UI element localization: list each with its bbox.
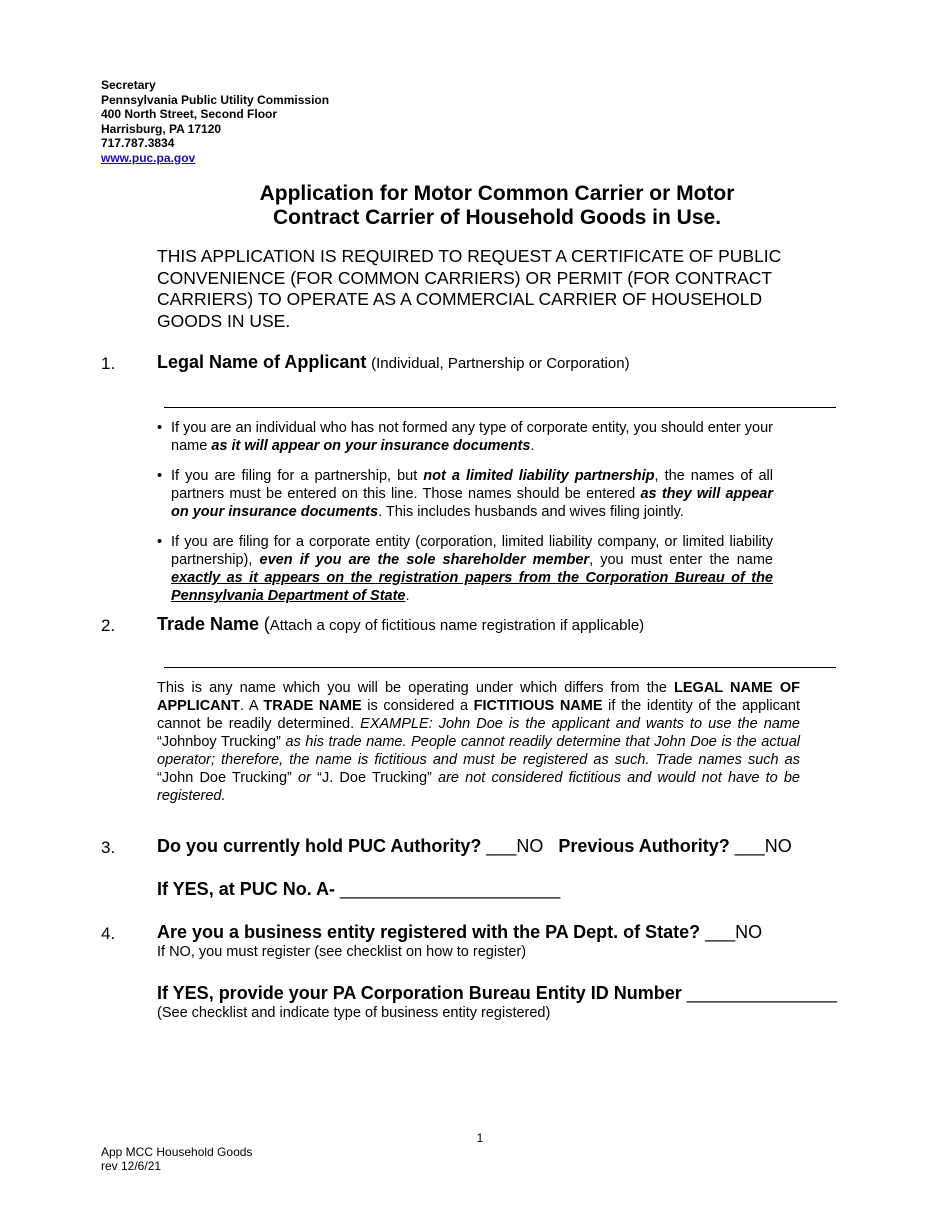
footer: [101, 1145, 252, 1173]
section-number: 1.: [101, 354, 116, 373]
revision-date: rev 12/6/21: [101, 1159, 162, 1173]
section-label: Legal Name of Applicant: [157, 352, 367, 372]
previous-authority-answer[interactable]: ___NO: [729, 836, 792, 856]
intro-text: THIS APPLICATION IS REQUIRED TO REQUEST A CERTIFICATE OF PUBLIC CONVENIENCE (FOR COMMON CARRIERS) OR PERMIT (FOR CONTRACT CARRIERS) TO OPERATE AS A COMMERCIAL CARRIER OF HOUSEHOLD GOODS IN USE.: [157, 246, 782, 331]
entity-id-note: (See checklist and indicate type of business entity registered): [157, 1005, 551, 1021]
page-title: [157, 182, 837, 230]
business-entity-answer[interactable]: ___NO: [700, 922, 763, 942]
legal-name-heading: [157, 352, 630, 373]
page-number: 1: [476, 1131, 484, 1145]
form-name: App MCC Household Goods: [101, 1145, 253, 1159]
entity-id-input[interactable]: _______________: [681, 983, 837, 1003]
address-block: [101, 78, 329, 165]
trade-name-explanation: This is any name which you will be operating under which differs from the LEGAL NAME OF APPLICANT. A TRADE NAME is considered a FICTITIOUS NAME if the identity of the applicant cannot be readily determined. EXAMPLE: John Doe is the applicant and wants to use the name “Johnboy Trucking” as his trade name. People cannot readily determine that John Doe is the actual operator; therefore, the name is fictitious and must be registered as such. Trade names such as “John Doe Trucking” or “J. Doe Trucking” are not considered fictitious and would not have to be registered.: [157, 680, 800, 804]
legal-name-instructions: [157, 419, 773, 617]
address-line: Secretary: [101, 78, 156, 92]
address-line: 400 North Street, Second Floor: [101, 107, 278, 121]
puc-number-input[interactable]: ______________________: [335, 879, 561, 899]
address-line: Pennsylvania Public Utility Commission: [101, 92, 330, 107]
puc-authority-answer[interactable]: ___NO: [481, 836, 544, 856]
business-entity-question: Are you a business entity registered with the PA Dept. of State? ___NO: [157, 922, 763, 942]
address-line: Harrisburg, PA 17120: [101, 121, 222, 136]
section-number: 2.: [101, 616, 116, 635]
list-item: • If you are filing for a corporate entity (corporation, limited liability company, or limited liability partnership), even if you are the sole shareholder member, you must enter the name exactly as it appears on the registration papers from the Corporation Bureau of the Pennsylvania Department of State.: [157, 533, 773, 605]
legal-name-input-line[interactable]: [164, 407, 836, 408]
puc-authority-question: Do you currently hold PUC Authority? ___NO Previous Authority? ___NO: [157, 836, 792, 856]
business-entity-note: If NO, you must register (see checklist on how to register): [157, 944, 527, 960]
section-note: Attach a copy of fictitious name registration if applicable): [269, 617, 645, 634]
title-line: Application for Motor Common Carrier or Motor: [259, 182, 735, 205]
list-item: • If you are filing for a partnership, but not a limited liability partnership, the names of all partners must be entered on this line. Those names should be entered as they will appear on your insurance documents. This includes husbands and wives filing jointly.: [157, 467, 773, 521]
phone-number: 717.787.3834: [101, 136, 175, 150]
title-line: Contract Carrier of Household Goods in Use.: [272, 206, 722, 229]
trade-name-heading: Trade Name (Attach a copy of fictitious name registration if applicable): [157, 614, 645, 634]
section-label: Trade Name: [157, 614, 260, 634]
website-link[interactable]: www.puc.pa.gov: [101, 150, 196, 165]
section-number: 3.: [101, 838, 116, 857]
entity-id-field: If YES, provide your PA Corporation Bureau Entity ID Number _______________: [157, 983, 837, 1003]
list-item: • If you are an individual who has not formed any type of corporate entity, you should enter your name as it will appear on your insurance documents.: [157, 419, 773, 455]
puc-number-field: If YES, at PUC No. A- ______________________: [157, 879, 561, 899]
section-number: 4.: [101, 924, 116, 943]
section-note: (Individual, Partnership or Corporation): [371, 355, 630, 372]
trade-name-input-line[interactable]: [164, 667, 836, 668]
